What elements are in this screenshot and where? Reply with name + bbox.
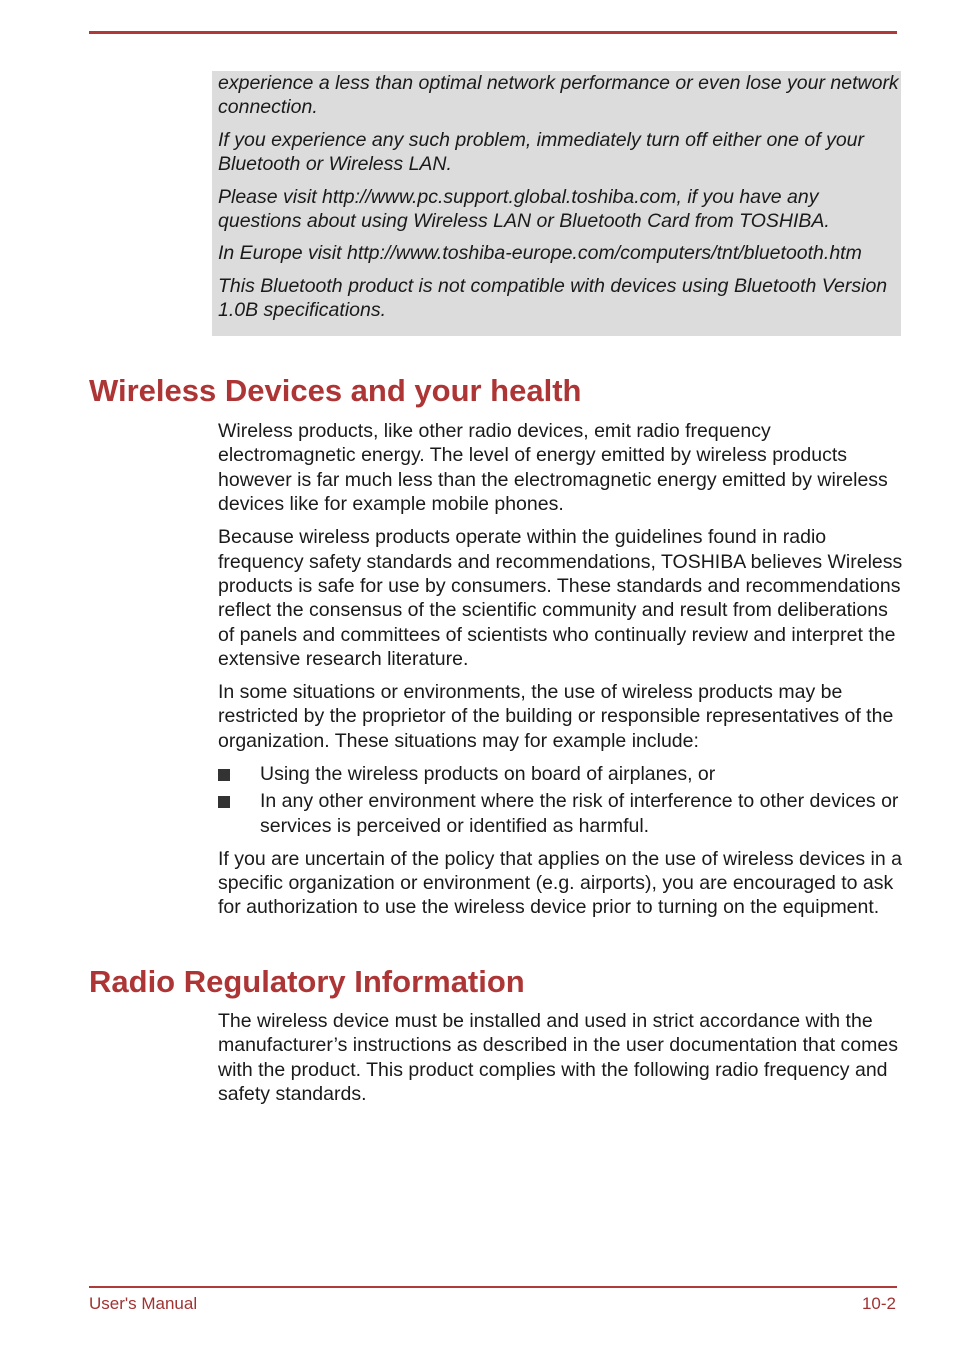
note-paragraph: In Europe visit http://www.toshiba-europe.com/computers/tnt/bluetooth.htm (218, 242, 862, 265)
body-paragraph: If you are uncertain of the policy that applies on the use of wireless devices in a specific organization or environment (e.g. airports), you are encouraged to ask for authorization to use the wireless device prior to turning on the equipment. (218, 847, 902, 919)
list-item-text: In any other environment where the risk of interference to other devices or services is perceived or identified as harmful. (260, 790, 899, 837)
bullet-list (218, 762, 903, 838)
list-item (218, 789, 903, 838)
note-paragraph: If you experience any such problem, immediately turn off either one of your Bluetooth or Wireless LAN. (218, 128, 865, 176)
body-paragraph: In some situations or environments, the use of wireless products may be restricted by the proprietor of the building or responsible representatives of the organization. These situations may for example include: (218, 681, 894, 752)
header-rule (89, 31, 897, 34)
note-box (212, 71, 901, 336)
bullet-square-icon (218, 796, 230, 808)
bullet-square-icon (218, 769, 230, 781)
note-paragraph: This Bluetooth product is not compatible with devices using Bluetooth Version 1.0B specifications. (218, 274, 888, 322)
section-heading-radio: Radio Regulatory Information (89, 964, 525, 999)
footer-rule (89, 1286, 897, 1288)
note-paragraph: experience a less than optimal network performance or even lose your network connection. (218, 72, 899, 119)
note-paragraph: Please visit http://www.pc.support.global.toshiba.com, if you have any questions about using Wireless LAN or Bluetooth Card from TOSHIBA. (218, 185, 830, 233)
body-paragraph: Wireless products, like other radio devices, emit radio frequency electromagnetic energy. The level of energy emitted by wireless products however is far much less than the electromagnetic energy emitted by wireless devices like for example mobile phones. (218, 420, 888, 516)
body-paragraph: Because wireless products operate within the guidelines found in radio frequency safety standards and recommendations, TOSHIBA believes Wireless products is safe for use by consumers. These standards and recommendations reflect the consensus of the scientific community and result from deliberations of panels and committees of scientists who continually review and interpret the extensive research literature. (218, 526, 903, 671)
page-number: 10-2 (861, 1294, 896, 1313)
section-heading-health: Wireless Devices and your health (89, 373, 582, 408)
section-body-radio (218, 1009, 903, 1107)
section-body-health (218, 419, 903, 920)
list-item (218, 762, 903, 786)
footer-manual-title: User's Manual (89, 1294, 198, 1313)
body-paragraph: The wireless device must be installed and used in strict accordance with the manufacturer’s instructions as described in the user documentation that comes with the product. This product complies with the following radio frequency and safety standards. (218, 1010, 898, 1106)
list-item-text: Using the wireless products on board of airplanes, or (260, 762, 716, 785)
